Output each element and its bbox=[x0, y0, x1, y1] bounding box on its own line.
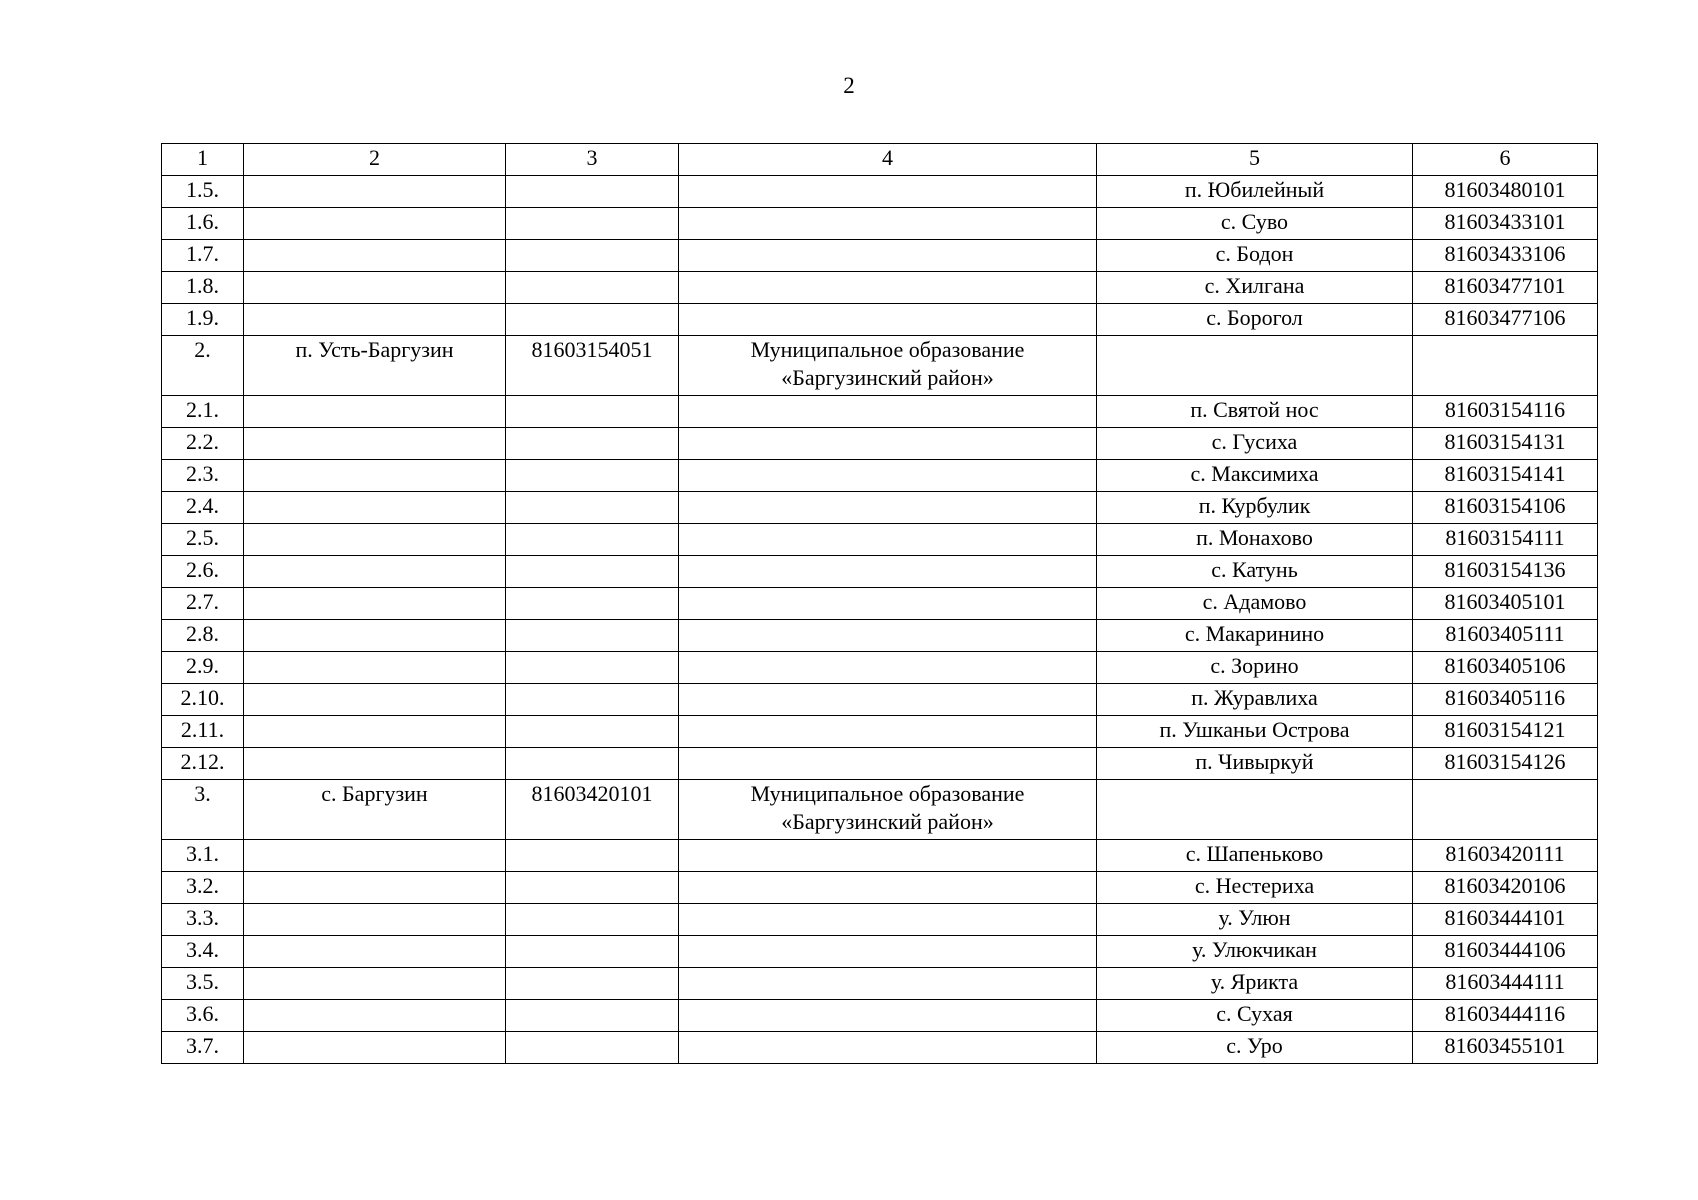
row-number-cell: 3.5. bbox=[162, 968, 244, 1000]
locality-cell bbox=[244, 1000, 506, 1032]
table-row bbox=[162, 272, 1598, 304]
municipality-cell bbox=[679, 492, 1097, 524]
settlement-code-cell: 81603444101 bbox=[1413, 904, 1598, 936]
locality-code-cell bbox=[506, 208, 679, 240]
locality-cell bbox=[244, 904, 506, 936]
municipality-cell bbox=[679, 748, 1097, 780]
settlement-cell: с. Максимиха bbox=[1097, 460, 1413, 492]
municipality-cell bbox=[679, 336, 1097, 396]
settlement-code-cell: 81603420106 bbox=[1413, 872, 1598, 904]
locality-cell bbox=[244, 968, 506, 1000]
row-number-cell: 2.4. bbox=[162, 492, 244, 524]
table-row bbox=[162, 620, 1598, 652]
table-row bbox=[162, 304, 1598, 336]
settlement-code-cell: 81603420111 bbox=[1413, 840, 1598, 872]
row-number-cell: 2.10. bbox=[162, 684, 244, 716]
row-number-cell: 3.1. bbox=[162, 840, 244, 872]
table-row bbox=[162, 240, 1598, 272]
row-number-cell: 2.8. bbox=[162, 620, 244, 652]
locality-cell bbox=[244, 272, 506, 304]
settlement-cell: с. Нестериха bbox=[1097, 872, 1413, 904]
header-cell: 4 bbox=[679, 144, 1097, 176]
table-row bbox=[162, 780, 1598, 840]
row-number-cell: 1.6. bbox=[162, 208, 244, 240]
municipality-cell bbox=[679, 272, 1097, 304]
settlement-code-cell: 81603444106 bbox=[1413, 936, 1598, 968]
municipality-cell bbox=[679, 620, 1097, 652]
locality-cell bbox=[244, 716, 506, 748]
table-row bbox=[162, 936, 1598, 968]
municipality-cell bbox=[679, 396, 1097, 428]
settlement-cell: с. Суво bbox=[1097, 208, 1413, 240]
locality-code-cell bbox=[506, 936, 679, 968]
table-row bbox=[162, 716, 1598, 748]
locality-code-cell bbox=[506, 524, 679, 556]
row-number-cell: 2. bbox=[162, 336, 244, 396]
settlement-cell: с. Шапеньково bbox=[1097, 840, 1413, 872]
municipality-cell bbox=[679, 968, 1097, 1000]
locality-cell bbox=[244, 840, 506, 872]
settlement-code-cell: 81603154111 bbox=[1413, 524, 1598, 556]
table-row bbox=[162, 968, 1598, 1000]
municipality-cell bbox=[679, 684, 1097, 716]
locality-code-cell bbox=[506, 620, 679, 652]
locality-code-cell bbox=[506, 968, 679, 1000]
row-number-cell: 1.9. bbox=[162, 304, 244, 336]
header-cell: 1 bbox=[162, 144, 244, 176]
settlement-cell: с. Бодон bbox=[1097, 240, 1413, 272]
settlement-cell: у. Ярикта bbox=[1097, 968, 1413, 1000]
municipality-cell bbox=[679, 240, 1097, 272]
settlement-code-cell: 81603477101 bbox=[1413, 272, 1598, 304]
settlement-code-cell bbox=[1413, 336, 1598, 396]
municipality-cell bbox=[679, 652, 1097, 684]
table-row bbox=[162, 336, 1598, 396]
locality-code-cell bbox=[506, 588, 679, 620]
settlement-cell: с. Адамово bbox=[1097, 588, 1413, 620]
row-number-cell: 2.1. bbox=[162, 396, 244, 428]
settlement-code-cell: 81603154131 bbox=[1413, 428, 1598, 460]
locality-cell bbox=[244, 556, 506, 588]
locality-code-cell bbox=[506, 272, 679, 304]
table-row bbox=[162, 176, 1598, 208]
municipality-cell bbox=[679, 872, 1097, 904]
table-row bbox=[162, 904, 1598, 936]
municipality-cell bbox=[679, 304, 1097, 336]
settlement-code-cell: 81603154106 bbox=[1413, 492, 1598, 524]
locality-code-cell bbox=[506, 460, 679, 492]
settlement-cell: у. Улюн bbox=[1097, 904, 1413, 936]
locality-cell bbox=[244, 304, 506, 336]
settlement-cell: с. Хилгана bbox=[1097, 272, 1413, 304]
table-row bbox=[162, 396, 1598, 428]
locality-cell bbox=[244, 652, 506, 684]
locality-cell bbox=[244, 684, 506, 716]
municipality-cell bbox=[679, 208, 1097, 240]
row-number-cell: 2.5. bbox=[162, 524, 244, 556]
row-number-cell: 3.3. bbox=[162, 904, 244, 936]
settlement-cell bbox=[1097, 336, 1413, 396]
locality-cell bbox=[244, 396, 506, 428]
settlement-code-cell: 81603154136 bbox=[1413, 556, 1598, 588]
municipality-cell bbox=[679, 176, 1097, 208]
page-number: 2 bbox=[843, 73, 855, 98]
locality-code-cell bbox=[506, 684, 679, 716]
locality-cell bbox=[244, 492, 506, 524]
table-row bbox=[162, 684, 1598, 716]
header-cell: 2 bbox=[244, 144, 506, 176]
row-number-cell: 3.7. bbox=[162, 1032, 244, 1064]
municipality-cell bbox=[679, 1032, 1097, 1064]
locality-code-cell: 81603420101 bbox=[506, 780, 679, 840]
municipality-cell bbox=[679, 588, 1097, 620]
header-cell: 3 bbox=[506, 144, 679, 176]
municipality-cell bbox=[679, 556, 1097, 588]
settlement-code-cell: 81603433106 bbox=[1413, 240, 1598, 272]
settlement-cell: у. Улюкчикан bbox=[1097, 936, 1413, 968]
row-number-cell: 2.2. bbox=[162, 428, 244, 460]
settlement-cell: п. Чивыркуй bbox=[1097, 748, 1413, 780]
locality-code-cell bbox=[506, 652, 679, 684]
settlement-cell: с. Зорино bbox=[1097, 652, 1413, 684]
header-cell: 6 bbox=[1413, 144, 1598, 176]
locality-cell bbox=[244, 208, 506, 240]
settlement-code-cell: 81603455101 bbox=[1413, 1032, 1598, 1064]
table-row bbox=[162, 840, 1598, 872]
locality-cell bbox=[244, 872, 506, 904]
locality-code-cell bbox=[506, 716, 679, 748]
locality-code-cell bbox=[506, 1032, 679, 1064]
settlement-cell bbox=[1097, 780, 1413, 840]
municipality-cell bbox=[679, 936, 1097, 968]
municipality-text: Муниципальное образование «Баргузинский район» bbox=[750, 781, 1025, 834]
municipality-cell bbox=[679, 716, 1097, 748]
settlement-cell: п. Курбулик bbox=[1097, 492, 1413, 524]
municipality-cell bbox=[679, 460, 1097, 492]
row-number-cell: 1.5. bbox=[162, 176, 244, 208]
row-number-cell: 3. bbox=[162, 780, 244, 840]
settlement-cell: с. Сухая bbox=[1097, 1000, 1413, 1032]
locality-cell: с. Баргузин bbox=[244, 780, 506, 840]
locality-cell bbox=[244, 428, 506, 460]
locality-cell bbox=[244, 1032, 506, 1064]
row-number-cell: 2.11. bbox=[162, 716, 244, 748]
table-body bbox=[162, 144, 1598, 1064]
table-row bbox=[162, 1032, 1598, 1064]
table-row bbox=[162, 872, 1598, 904]
locality-cell bbox=[244, 748, 506, 780]
settlement-code-cell: 81603480101 bbox=[1413, 176, 1598, 208]
table-row bbox=[162, 524, 1598, 556]
row-number-cell: 1.7. bbox=[162, 240, 244, 272]
locality-code-cell bbox=[506, 396, 679, 428]
locality-cell bbox=[244, 460, 506, 492]
table-row bbox=[162, 652, 1598, 684]
settlement-code-cell: 81603154116 bbox=[1413, 396, 1598, 428]
locality-code-cell bbox=[506, 872, 679, 904]
row-number-cell: 2.3. bbox=[162, 460, 244, 492]
table-row bbox=[162, 492, 1598, 524]
locality-cell bbox=[244, 524, 506, 556]
locality-cell bbox=[244, 588, 506, 620]
municipality-cell bbox=[679, 904, 1097, 936]
locality-code-cell bbox=[506, 240, 679, 272]
settlement-code-cell: 81603154141 bbox=[1413, 460, 1598, 492]
settlement-cell: п. Журавлиха bbox=[1097, 684, 1413, 716]
municipality-cell bbox=[679, 780, 1097, 840]
row-number-cell: 3.2. bbox=[162, 872, 244, 904]
row-number-cell: 3.4. bbox=[162, 936, 244, 968]
locality-code-cell: 81603154051 bbox=[506, 336, 679, 396]
settlement-cell: п. Ушканьи Острова bbox=[1097, 716, 1413, 748]
row-number-cell: 2.9. bbox=[162, 652, 244, 684]
settlement-cell: с. Уро bbox=[1097, 1032, 1413, 1064]
settlement-code-cell: 81603477106 bbox=[1413, 304, 1598, 336]
municipality-cell bbox=[679, 1000, 1097, 1032]
locality-code-cell bbox=[506, 428, 679, 460]
locality-cell bbox=[244, 936, 506, 968]
table-row bbox=[162, 588, 1598, 620]
locality-code-cell bbox=[506, 840, 679, 872]
settlement-cell: с. Катунь bbox=[1097, 556, 1413, 588]
locality-code-cell bbox=[506, 1000, 679, 1032]
locality-code-cell bbox=[506, 748, 679, 780]
locality-cell bbox=[244, 176, 506, 208]
settlement-code-cell: 81603154126 bbox=[1413, 748, 1598, 780]
row-number-cell: 2.7. bbox=[162, 588, 244, 620]
settlement-code-cell: 81603444111 bbox=[1413, 968, 1598, 1000]
settlement-code-cell: 81603154121 bbox=[1413, 716, 1598, 748]
locality-code-cell bbox=[506, 556, 679, 588]
settlement-cell: п. Святой нос bbox=[1097, 396, 1413, 428]
settlement-cell: с. Макаринино bbox=[1097, 620, 1413, 652]
row-number-cell: 3.6. bbox=[162, 1000, 244, 1032]
table-row bbox=[162, 556, 1598, 588]
row-number-cell: 1.8. bbox=[162, 272, 244, 304]
municipality-cell bbox=[679, 428, 1097, 460]
locality-cell: п. Усть-Баргузин bbox=[244, 336, 506, 396]
table-header-row bbox=[162, 144, 1598, 176]
row-number-cell: 2.6. bbox=[162, 556, 244, 588]
locality-code-cell bbox=[506, 176, 679, 208]
table-row bbox=[162, 428, 1598, 460]
settlement-code-cell: 81603405101 bbox=[1413, 588, 1598, 620]
settlement-code-cell bbox=[1413, 780, 1598, 840]
settlement-code-cell: 81603405116 bbox=[1413, 684, 1598, 716]
settlement-cell: п. Юбилейный bbox=[1097, 176, 1413, 208]
settlement-code-cell: 81603433101 bbox=[1413, 208, 1598, 240]
settlement-cell: п. Монахово bbox=[1097, 524, 1413, 556]
settlement-code-cell: 81603405111 bbox=[1413, 620, 1598, 652]
table-row bbox=[162, 208, 1598, 240]
table-row bbox=[162, 748, 1598, 780]
settlements-table bbox=[161, 143, 1598, 1064]
municipality-cell bbox=[679, 840, 1097, 872]
row-number-cell: 2.12. bbox=[162, 748, 244, 780]
locality-code-cell bbox=[506, 492, 679, 524]
locality-code-cell bbox=[506, 304, 679, 336]
settlement-code-cell: 81603405106 bbox=[1413, 652, 1598, 684]
settlement-cell: с. Борогол bbox=[1097, 304, 1413, 336]
locality-cell bbox=[244, 240, 506, 272]
table-row bbox=[162, 1000, 1598, 1032]
table-row bbox=[162, 460, 1598, 492]
header-cell: 5 bbox=[1097, 144, 1413, 176]
settlement-cell: с. Гусиха bbox=[1097, 428, 1413, 460]
municipality-text: Муниципальное образование «Баргузинский район» bbox=[750, 337, 1025, 390]
settlement-code-cell: 81603444116 bbox=[1413, 1000, 1598, 1032]
locality-cell bbox=[244, 620, 506, 652]
locality-code-cell bbox=[506, 904, 679, 936]
municipality-cell bbox=[679, 524, 1097, 556]
